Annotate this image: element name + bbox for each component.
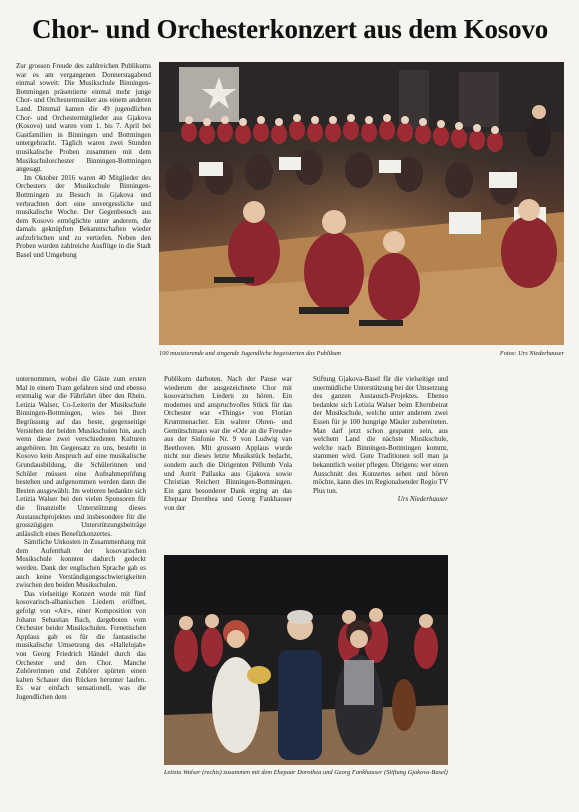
article-column-2 [16,375,146,702]
author-byline: Urs Niederhauser [397,495,448,504]
orchestra-choir-photo [159,62,564,345]
bottom-photo-caption: Letizia Walser (rechts) zusammen mit dem Ehepaar Dorothea und Georg Fankhauser (Stiftung Gjakova-Basel) [164,769,448,776]
group-portrait-photo [164,555,448,765]
paragraph: unternommen, wobei die Gäste zum ersten Mal in einem Tram gefahren sind und ebenso erstmalig war die Fährfahrt über den Rhein. Letizia Walser, Co-Leiterin der Musikschule Binningen-Bottmingen, wies bei Ihrer Begrüssung auf das beste, gegenseitige Verstehen der beiden Musikschulen hin, auch wenn diese zwei verschiedenen Kulturen angehören. Im Gegensatz zu uns, besteht in Kosovo kein Anspruch auf eine musikalische Grundausbildung, die Schülerinnen und Schüler müssen eine Aufnahmeprüfung bestehen und aufgenommen werden dann die Besten ausgewählt. Im weiteren bedankte sich Letizia Walser bei den vielen Sponsoren für die finanzielle Unterstützung dieses Austauschprojektes und insbesondere für die grosszügigen Unterstützungsbeiträge anlässlich eines Benefizkonzertes. [16,375,146,538]
paragraph: Publikum darboten. Nach der Pause war wiederum der ausgezeichnete Chor mit kosovarischen Liedern zu hören. Ein modernes und anspruchvolles Stück für das Orchester war «Things» von Florian Krummenacher. Ein wahrer Ohren- und Gemütschmaus war die «Ode an die Freude» aus der Sinfonie Nr. 9 von Ludwig van Beethoven. Mit grossem Applaus wurde nicht nur dieses letzte Musikstück bedacht, sondern auch die Dirigenten Pëllumb Vula und Astrit Pallaska aus Gjakova sowie Christian Reichert Binningen-Bottmingen. Ein ganz besonderer Dank erging an das Ehepaar Dorothea und Georg Fankhauser von der [164,375,292,512]
paragraph: Im Oktober 2016 waren 40 Mitglieder des Orchesters der Musikschule Binningen-Bottmingen zu Besuch in Gjakova und verbrachten dort eine unvergessliche und musikalische Woche. Der Gegenbesuch aus dem Kosovo ermöglichte unter anderem, die damals geknüpften Bekanntschaften wieder aufzufrischen und zu vertiefen. Neben den Proben wurden zahlreiche Ausflüge in die Stadt Basel und Umgebung [16,173,151,260]
paragraph: Sämtliche Unkosten in Zusammenhang mit dem Aufenthalt der kosovarischen Musikschule konnten dadurch gedeckt werden. Dank der englischen Sprache gab es auch keine Verständigungsschwierigkeiten zwischen den beiden Musikschulen. [16,538,146,590]
article-title: Chor- und Orchesterkonzert aus dem Kosovo [31,14,549,44]
top-photo-caption: 100 musizierende und singende Jugendliche begeisterten das Publikum [159,350,342,357]
article-column-1 [16,62,151,260]
photo-credit: Fotos: Urs Niederhauser [499,350,564,357]
paragraph: Zur grossen Freude des zahlreichen Publikums war es am vergangenen Donnerstagabend einmal soweit: Die Musikschule Binningen-Bottmingen präsentierte einmal mehr junge Chor- und Orchestermusiker aus einem anderen Land. Dimmal kamen die 49 jugendlichen Chor- und Orchestermitglieder aus Gjakova (Kosovo) und waren vom 1. bis 7. April bei Gastfamilien in Binningen und Bottmingen untergebracht. Täglich waren zwei Stunden musikalische Proben zusammen mit dem Musikschulorchester Binningen-Bottmingen angesagt. [16,62,151,174]
paragraph: Das vielseitige Konzert wurde mit fünf kosovarisch-albanischen Liedern eröffnet, gefolgt von «Air», einer Komposition von Johann Sebastian Bach, dargeboten vom Orchester beider Musikschulen. Frenetischen Applaus gab es für die fantastische musikalische Umsetzung des «Hallelujah» von Georg Friedrich Händel durch das Orchester und den Chor. Manche Zuhörerinnen und Zuhörer spürten einen kalten Schauer den Rücken herunter laufen. Es war einfach sensationell, was die Jugendlichen dem [16,589,146,701]
paragraph: Stiftung Gjakova-Basel für die vielseitige und unermüdliche Unterstützung bei der Umsetzung des ganzen Austausch-Projektes. Ebenso bedankte sich Letizia Walser beim Elternbeirat der Musikschule, welche unter anderem zwei Essen für je 100 hungrige Mäuler zubereiteten. Man darf jetzt schon gespannt sein, aus welchem Land die nächste Musikschule, welche nach Binningen-Bottmingen kommt, stammen wird. Gute Traditionen soll man ja bekanntlich weiter pflegen. Übrigens: wer einen Ausschnitt des Konzertes sehen und hören möchte, kann dies im Regionalsender Regio TV Plus tun. [313,375,448,495]
article-column-4 [313,375,448,504]
article-column-3 [164,375,292,513]
